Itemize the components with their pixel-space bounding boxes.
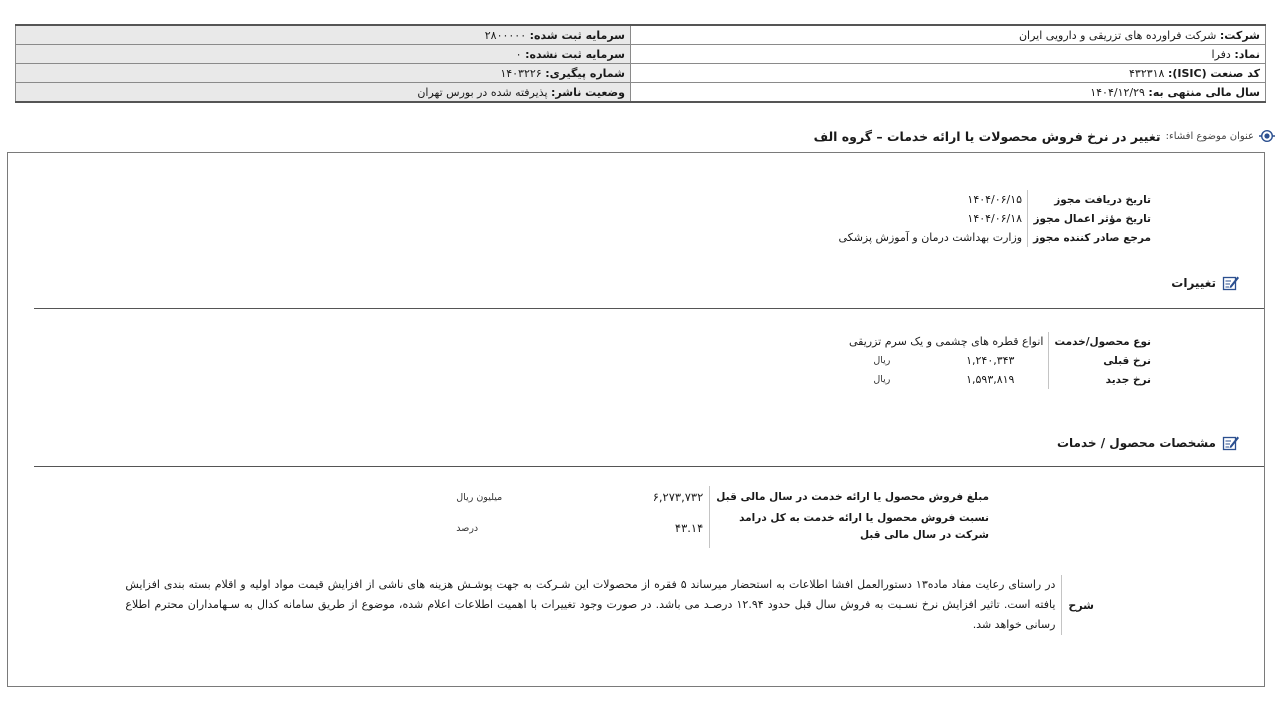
- fiscal-year-cell: [631, 83, 1266, 103]
- symbol-label: نماد:: [1234, 47, 1260, 61]
- publisher-status-label: وضعیت ناشر:: [551, 85, 625, 99]
- fiscal-year-label: سال مالی منتهی به:: [1148, 85, 1260, 99]
- sales-row: [436, 508, 989, 548]
- registered-capital-cell: [16, 25, 631, 45]
- registered-capital-value: ۲۸۰۰۰۰۰: [484, 28, 527, 42]
- specs-section-title: [1057, 434, 1240, 452]
- company-cell: [631, 25, 1266, 45]
- changes-section-title: [1171, 274, 1240, 292]
- company-label: شرکت:: [1219, 28, 1260, 42]
- issuer-label: مرجع صادر کننده مجوز: [1028, 228, 1151, 247]
- sales-ratio-unit: درصد: [456, 522, 479, 534]
- sales-row: [436, 486, 989, 508]
- unregistered-capital-value: ۰: [515, 47, 522, 61]
- fiscal-year-value: ۱۴۰۴/۱۲/۲۹: [1090, 85, 1145, 99]
- product-type-label: نوع محصول/خدمت: [1049, 332, 1151, 351]
- target-icon: [1259, 128, 1275, 144]
- previous-rate-label: نرخ قبلی: [1049, 351, 1151, 370]
- new-rate-unit: ریال: [873, 374, 891, 385]
- permit-row: [833, 209, 1151, 228]
- previous-rate-value: ۱,۲۴۰,۳۴۳: [966, 354, 1015, 367]
- subject-caption: عنوان موضوع افشاء:: [1165, 130, 1254, 142]
- description-text: در راستای رعایت مفاد ماده۱۳ دستورالعمل افشا اطلاعات به استحضار میرساند ۵ فقره از محصولات این شـرکت به جهت پوشـش هزینه های ناشی از افزایش قیمت مواد اولیه و اقلام بسته بندی افزایش یافته است. تاثیر افزایش نرخ نسـبت به فروش سال قبل حدود ۱۲.۹۴ درصـد می باشد. در صورت وجود تغییرات با اهمیت اطلاعات اعلام شده، موضوع از طریق سامانه کدال به سـهامداران محترم اطلاع رسانی خواهد شد.: [125, 578, 1056, 631]
- section-divider: [34, 466, 1264, 467]
- prev-year-sales-value: ۶,۲۷۳,۷۳۲: [652, 490, 704, 504]
- prev-year-sales-unit: میلیون ریال: [456, 491, 503, 503]
- isic-value: ۴۳۲۳۱۸: [1129, 66, 1165, 80]
- symbol-cell: [631, 45, 1266, 64]
- subject-title: تغییر در نرخ فروش محصولات یا ارائه خدمات – گروه الف: [813, 128, 1161, 144]
- edit-icon: [1222, 274, 1240, 292]
- rate-row: [844, 332, 1151, 351]
- disclosure-body: [7, 152, 1265, 687]
- disclosure-subject: [814, 127, 1275, 145]
- publisher-status-value: پذیرفته شده در بورس تهران: [417, 85, 548, 99]
- sales-details: [436, 486, 989, 548]
- receive-date-value: ۱۴۰۴/۰۶/۱۵: [967, 193, 1023, 206]
- issuer-value: وزارت بهداشت درمان و آموزش پزشکی: [838, 231, 1023, 244]
- permit-details: [833, 190, 1151, 247]
- edit-icon: [1222, 434, 1240, 452]
- tracking-number-cell: [16, 64, 631, 83]
- tracking-number-label: شماره پیگیری:: [545, 66, 625, 80]
- permit-row: [833, 190, 1151, 209]
- receive-date-label: تاریخ دریافت مجوز: [1028, 190, 1151, 209]
- unregistered-capital-label: سرمایه ثبت نشده:: [525, 47, 625, 61]
- prev-year-sales-label: مبلغ فروش محصول یا ارائه خدمت در سال مالی قبل: [710, 486, 989, 508]
- rate-changes: [844, 332, 1151, 389]
- rate-row: [844, 370, 1151, 389]
- sales-ratio-value: ۴۳.۱۴: [674, 521, 704, 535]
- sales-ratio-label: نسبت فروش محصول یا ارائه خدمت به کل درامد شرکت در سال مالی قبل: [710, 508, 989, 548]
- effective-date-label: تاریخ مؤثر اعمال مجوز: [1028, 209, 1151, 228]
- new-rate-value: ۱,۵۹۳,۸۱۹: [966, 373, 1015, 386]
- publisher-status-cell: [16, 83, 631, 103]
- isic-cell: [631, 64, 1266, 83]
- product-type-value: انواع قطره های چشمی و یک سرم تزریقی: [848, 335, 1044, 348]
- rate-row: [844, 351, 1151, 370]
- company-value: شرکت فراورده های تزریقی و دارویی ایران: [1018, 28, 1217, 42]
- isic-label: کد صنعت (ISIC):: [1167, 66, 1260, 80]
- company-info-table: [15, 24, 1266, 103]
- info-row: [16, 25, 1266, 45]
- tracking-number-value: ۱۴۰۳۲۲۶: [500, 66, 542, 80]
- new-rate-label: نرخ جدید: [1049, 370, 1151, 389]
- unregistered-capital-cell: [16, 45, 631, 64]
- section-divider: [34, 308, 1264, 309]
- effective-date-value: ۱۴۰۴/۰۶/۱۸: [967, 212, 1023, 225]
- registered-capital-label: سرمایه ثبت شده:: [529, 28, 625, 42]
- info-row: [16, 64, 1266, 83]
- info-row: [16, 45, 1266, 64]
- previous-rate-unit: ریال: [873, 355, 891, 366]
- description-block: [0, 575, 1094, 635]
- description-label: شرح: [1061, 575, 1094, 635]
- changes-title-text: تغییرات: [1171, 276, 1216, 290]
- permit-row: [833, 228, 1151, 247]
- symbol-value: دفرا: [1211, 47, 1231, 61]
- specs-title-text: مشخصات محصول / خدمات: [1056, 436, 1216, 450]
- info-row: [16, 83, 1266, 103]
